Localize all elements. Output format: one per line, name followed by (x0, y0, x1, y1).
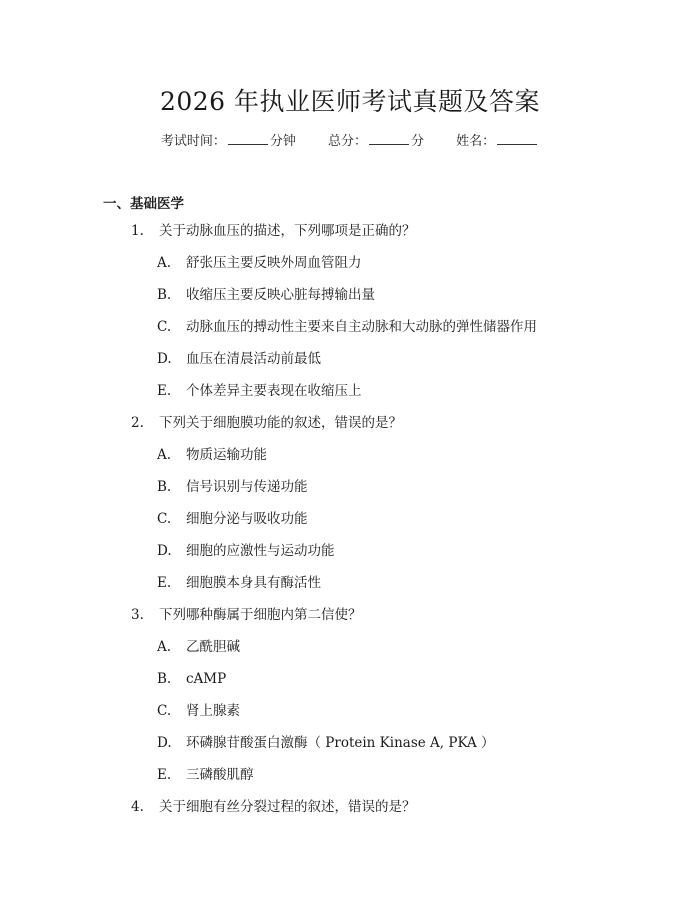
option-text: 环磷腺苷酸蛋白激酶（ Protein Kinase A, PKA ） (186, 735, 495, 751)
option-text: 个体差异主要表现在收缩压上 (186, 383, 362, 399)
answer-option[interactable] (0, 638, 700, 670)
page-title: 2026 年执业医师考试真题及答案 (159, 87, 541, 116)
total-score-label: 总分： (327, 134, 367, 149)
option-letter: E. (157, 767, 172, 783)
question-stem (0, 222, 700, 254)
total-score-field (328, 134, 428, 149)
option-text: 细胞膜本身具有酶活性 (186, 575, 321, 591)
option-letter: B. (157, 671, 172, 687)
option-letter: D. (157, 735, 172, 751)
option-text: 三磷酸肌醇 (186, 767, 254, 783)
question-number: 2. (131, 415, 144, 431)
total-score-blank[interactable] (369, 134, 409, 145)
question-number: 4. (131, 799, 144, 815)
answer-option[interactable] (0, 286, 700, 318)
answer-option[interactable] (0, 478, 700, 510)
option-letter: B. (157, 479, 172, 495)
answer-option[interactable] (0, 318, 700, 350)
option-letter: C. (157, 703, 172, 719)
option-letter: C. (157, 319, 172, 335)
answer-option[interactable] (0, 254, 700, 286)
name-blank[interactable] (497, 134, 537, 145)
answer-option[interactable] (0, 670, 700, 702)
option-text: 肾上腺素 (186, 703, 240, 719)
option-text: 乙酰胆碱 (186, 639, 240, 655)
option-text: 动脉血压的搏动性主要来自主动脉和大动脉的弹性储器作用 (186, 319, 537, 335)
section-title: 一、基础医学 (103, 196, 184, 212)
option-letter: D. (157, 351, 172, 367)
question-list (0, 222, 700, 830)
answer-option[interactable] (0, 734, 700, 766)
question-stem (0, 414, 700, 446)
question-text: 关于细胞有丝分裂过程的叙述，错误的是？ (159, 799, 416, 815)
exam-info-line (0, 130, 700, 149)
total-score-unit: 分 (411, 134, 425, 149)
exam-time-label: 考试时间： (160, 134, 226, 149)
exam-time-blank[interactable] (228, 134, 268, 145)
option-letter: E. (157, 383, 172, 399)
question-text: 关于动脉血压的描述，下列哪项是正确的？ (159, 223, 416, 239)
option-text: 细胞的应激性与运动功能 (186, 543, 335, 559)
question-text: 下列关于细胞膜功能的叙述，错误的是？ (159, 415, 402, 431)
question-stem (0, 798, 700, 830)
option-letter: B. (157, 287, 172, 303)
option-text: 物质运输功能 (186, 447, 267, 463)
option-letter: A. (157, 639, 172, 655)
name-label: 姓名： (456, 134, 496, 149)
exam-time-unit: 分钟 (269, 134, 296, 149)
option-text: 舒张压主要反映外周血管阻力 (186, 255, 362, 271)
answer-option[interactable] (0, 542, 700, 574)
answer-option[interactable] (0, 574, 700, 606)
option-text: 收缩压主要反映心脏每搏输出量 (186, 287, 375, 303)
answer-option[interactable] (0, 382, 700, 414)
exam-time-field (161, 134, 300, 149)
question-number: 1. (131, 223, 144, 239)
answer-option[interactable] (0, 766, 700, 798)
option-letter: A. (157, 447, 172, 463)
option-text: 血压在清晨活动前最低 (186, 351, 321, 367)
answer-option[interactable] (0, 702, 700, 734)
option-letter: C. (157, 511, 172, 527)
option-text: 细胞分泌与吸收功能 (186, 511, 308, 527)
question-text: 下列哪种酶属于细胞内第二信使？ (159, 607, 362, 623)
question-stem (0, 606, 700, 638)
option-text: cAMP (186, 671, 227, 687)
question-number: 3. (131, 607, 144, 623)
answer-option[interactable] (0, 350, 700, 382)
answer-option[interactable] (0, 510, 700, 542)
option-text: 信号识别与传递功能 (186, 479, 308, 495)
option-letter: A. (157, 255, 172, 271)
option-letter: D. (157, 543, 172, 559)
answer-option[interactable] (0, 446, 700, 478)
name-field (456, 134, 539, 149)
option-letter: E. (157, 575, 172, 591)
